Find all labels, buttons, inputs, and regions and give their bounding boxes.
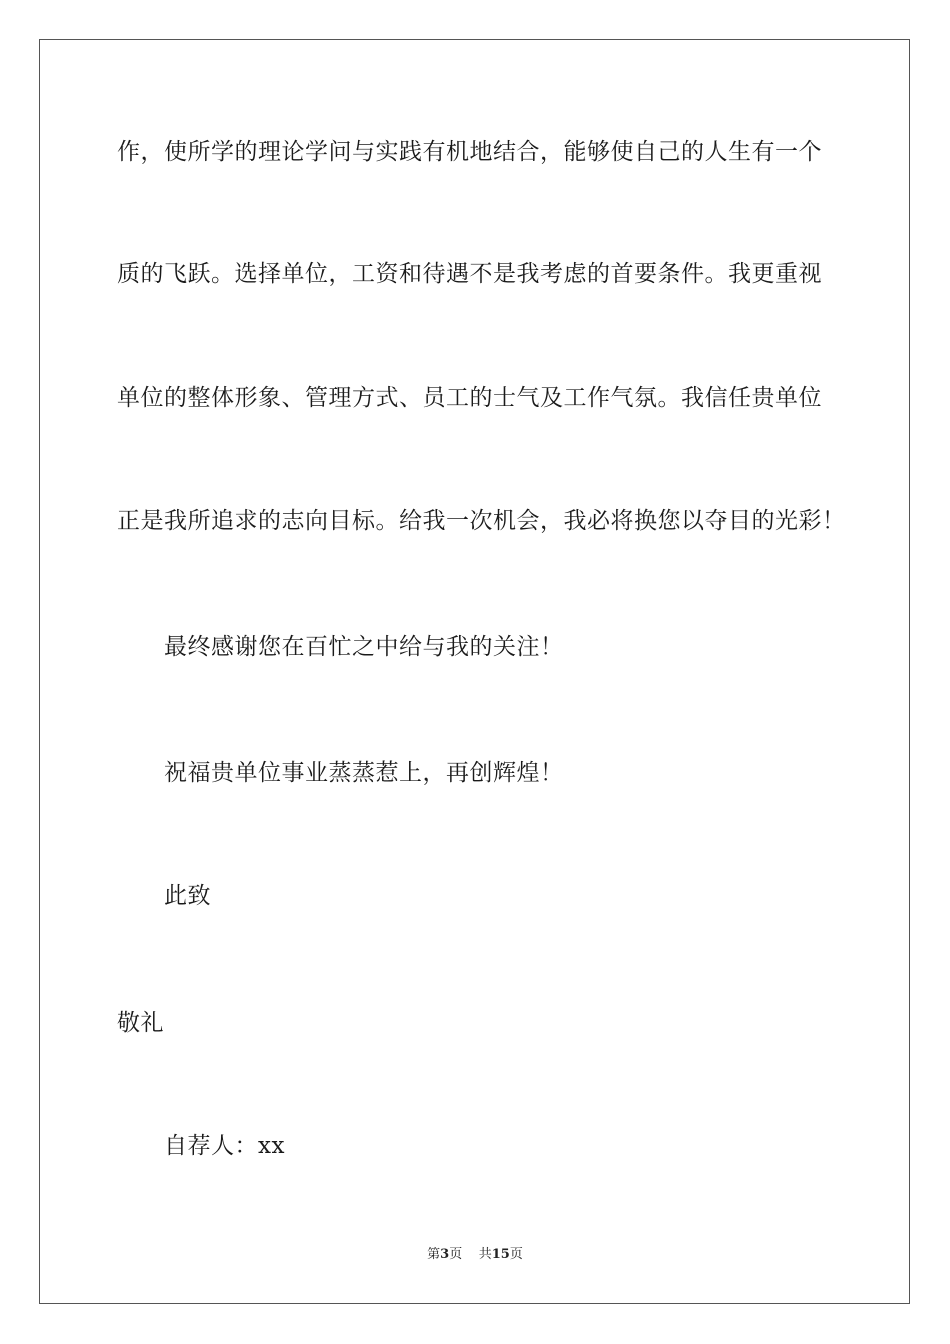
footer-total-suffix: 页 bbox=[509, 1247, 523, 1262]
closing-salutation: 此致 bbox=[164, 883, 211, 909]
footer-page-prefix: 第 bbox=[427, 1247, 441, 1262]
page-footer bbox=[0, 1246, 950, 1264]
footer-total-prefix: 共 bbox=[478, 1247, 492, 1262]
footer-page-number: 3 bbox=[440, 1247, 450, 1262]
footer-total-number: 15 bbox=[491, 1247, 510, 1262]
signature-line: 自荐人：xx bbox=[164, 1133, 285, 1159]
page-frame bbox=[39, 39, 910, 1304]
body-line-3: 单位的整体形象、管理方式、员工的士气及工作气氛。我信任贵单位 bbox=[117, 385, 822, 411]
body-line-2: 质的飞跃。选择单位，工资和待遇不是我考虑的首要条件。我更重视 bbox=[117, 261, 822, 287]
body-line-4: 正是我所追求的志向目标。给我一次机会，我必将换您以夺目的光彩！ bbox=[117, 508, 846, 534]
body-line-1: 作，使所学的理论学问与实践有机地结合，能够使自己的人生有一个 bbox=[117, 139, 822, 165]
thanks-line: 最终感谢您在百忙之中给与我的关注！ bbox=[164, 634, 564, 660]
footer-page-suffix: 页 bbox=[449, 1247, 463, 1262]
wish-line: 祝福贵单位事业蒸蒸惹上，再创辉煌！ bbox=[164, 760, 564, 786]
closing-regards: 敬礼 bbox=[117, 1010, 164, 1036]
